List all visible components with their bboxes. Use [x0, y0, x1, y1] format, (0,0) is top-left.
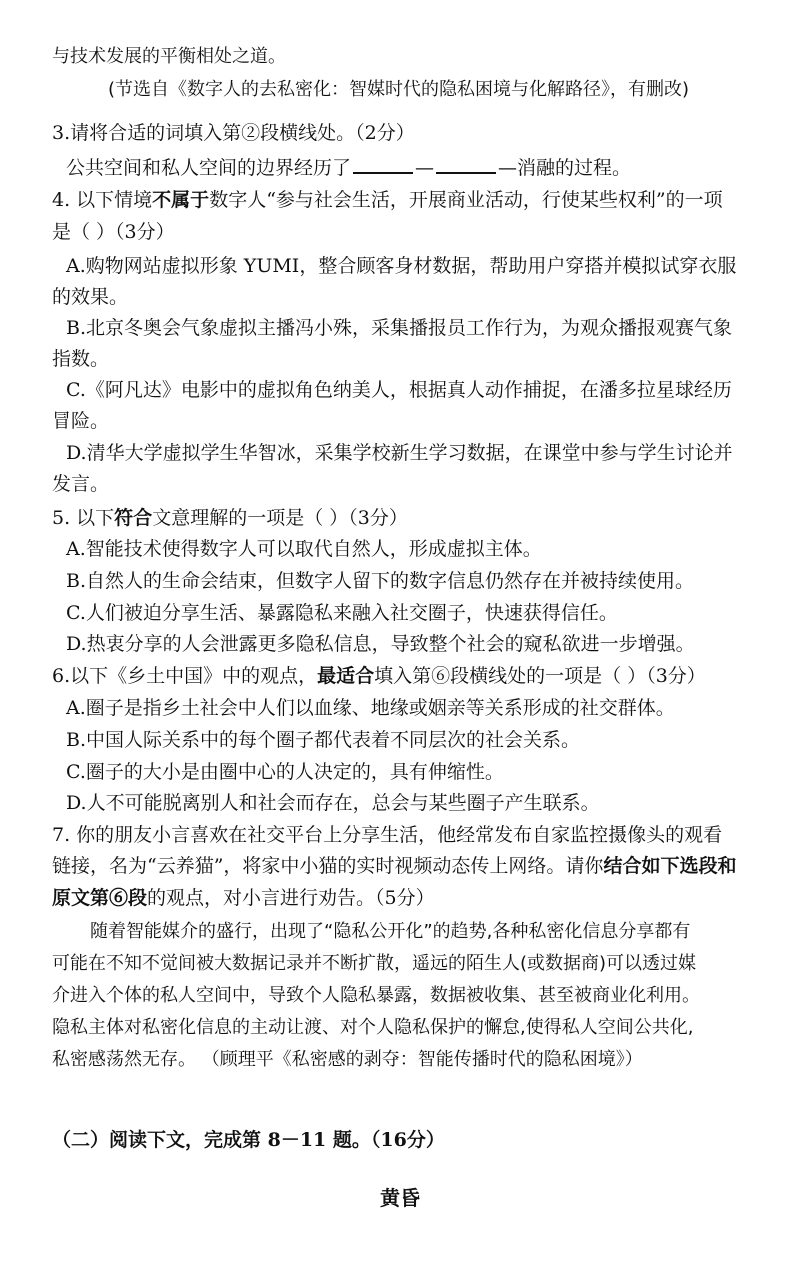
- passage-last-line: 与技术发展的平衡相处之道。: [52, 46, 286, 67]
- q5-stem: [52, 505, 408, 531]
- q5-option-d: D.热衷分享的人会泄露更多隐私信息，导致整个社会的窥私欲进一步增强。: [66, 633, 695, 655]
- q7-stem-l2-a: 链接，名为“云养猫”，将家中小猫的实时视频动态传上网络。请你: [52, 855, 604, 877]
- q7-excerpt-line4: 隐私主体对私密化信息的主动让渡、对个人隐私保护的懈怠,使得私人空间公共化,: [52, 1017, 694, 1038]
- q7-stem-line1: 7. 你的朋友小言喜欢在社交平台上分享生活，他经常发布自家监控摄像头的观看: [52, 824, 723, 846]
- q7-stem-line3: [52, 885, 435, 911]
- q6-option-d: D.人不可能脱离别人和社会而存在，总会与某些圈子产生联系。: [66, 792, 600, 814]
- q7-excerpt-line1: 随着智能媒介的盛行，出现了“隐私公开化”的趋势,各种私密化信息分享都有: [90, 921, 691, 942]
- q7-stem-l3-b: 的观点，对小言进行劝告。（5分）: [147, 887, 435, 909]
- q4-option-b-1: B.北京冬奥会气象虚拟主播冯小殊，采集播报员工作行为，为观众播报观赛气象: [66, 317, 733, 339]
- q4-option-a-2: 的效果。: [52, 286, 129, 308]
- passage-source: (节选自《数字人的去私密化：智媒时代的隐私困境与化解路径》，有删改): [108, 79, 690, 100]
- q6-option-b: B.中国人际关系中的每个圈子都代表着不同层次的社会关系。: [66, 729, 581, 751]
- q6-stem: [52, 663, 706, 689]
- q7-stem-l3-bold: 原文第⑥段: [52, 887, 148, 909]
- q7-excerpt-line5: 私密感荡然无存。 （顾理平《私密感的剥夺：智能传播时代的隐私困境》）: [52, 1049, 643, 1070]
- q5-stem-a: 5. 以下: [52, 507, 115, 529]
- q6-stem-bold: 最适合: [317, 665, 375, 687]
- q7-stem-l2-bold: 结合如下选段和: [603, 855, 737, 877]
- q3-dash-1: —: [415, 157, 435, 179]
- q5-stem-b: 文意理解的一项是（ ）（3分）: [152, 507, 408, 529]
- q4-stem-line1: [52, 187, 723, 213]
- q3-blank-2[interactable]: [436, 154, 496, 174]
- q7-excerpt-line3: 介进入个体的私人空间中，导致个人隐私暴露，数据被收集、甚至被商业化利用。: [52, 985, 700, 1006]
- q4-option-a-1: A.购物网站虚拟形象 YUMI，整合顾客身材数据，帮助用户穿搭并模拟试穿衣服: [66, 255, 737, 277]
- q4-stem-line2: 是（ ）（3分）: [52, 221, 175, 243]
- q3-stem: 3.请将合适的词填入第②段横线处。（2分）: [52, 122, 415, 144]
- q3-fill-prefix: 公共空间和私人空间的边界经历了: [66, 157, 352, 179]
- q4-option-c-2: 冒险。: [52, 410, 110, 432]
- q4-option-b-2: 指数。: [52, 348, 110, 370]
- q3-dash-2: —消融的过程。: [498, 157, 632, 179]
- q3-fill-line: [66, 154, 631, 181]
- q6-stem-b: 填入第⑥段横线处的一项是（ ）（3分）: [374, 665, 706, 687]
- q5-stem-bold: 符合: [114, 507, 153, 529]
- q5-option-a: A.智能技术使得数字人可以取代自然人，形成虚拟主体。: [66, 538, 542, 560]
- q4-option-c-1: C.《阿凡达》电影中的虚拟角色纳美人，根据真人动作捕捉，在潘多拉星球经历: [66, 379, 732, 401]
- section2-heading: （二）阅读下文，完成第 8－11 题。（16分）: [52, 1129, 445, 1151]
- q5-option-b: B.自然人的生命会结束，但数字人留下的数字信息仍然存在并被持续使用。: [66, 570, 695, 592]
- q7-excerpt-line2: 可能在不知不觉间被大数据记录并不断扩散，遥远的陌生人(或数据商)可以透过媒: [52, 953, 697, 974]
- q6-stem-a: 6.以下《乡土中国》中的观点，: [52, 665, 318, 687]
- q3-blank-1[interactable]: [353, 154, 413, 174]
- q6-option-a: A.圈子是指乡土社会中人们以血缘、地缘或姻亲等关系形成的社交群体。: [66, 697, 675, 719]
- q4-stem-a: 4. 以下情境: [52, 189, 153, 211]
- q4-stem-bold: 不属于: [152, 189, 210, 211]
- q6-option-c: C.圈子的大小是由圈中心的人决定的，具有伸缩性。: [66, 761, 504, 783]
- section2-title: 黄昏: [380, 1186, 420, 1210]
- q4-option-d-2: 发言。: [52, 473, 110, 495]
- q5-option-c: C.人们被迫分享生活、暴露隐私来融入社交圈子，快速获得信任。: [66, 602, 618, 624]
- q4-stem-b: 数字人“参与社会生活，开展商业活动，行使某些权利”的一项: [209, 189, 723, 211]
- q4-option-d-1: D.清华大学虚拟学生华智冰，采集学校新生学习数据，在课堂中参与学生讨论并: [66, 442, 733, 464]
- q7-stem-line2: [52, 853, 736, 879]
